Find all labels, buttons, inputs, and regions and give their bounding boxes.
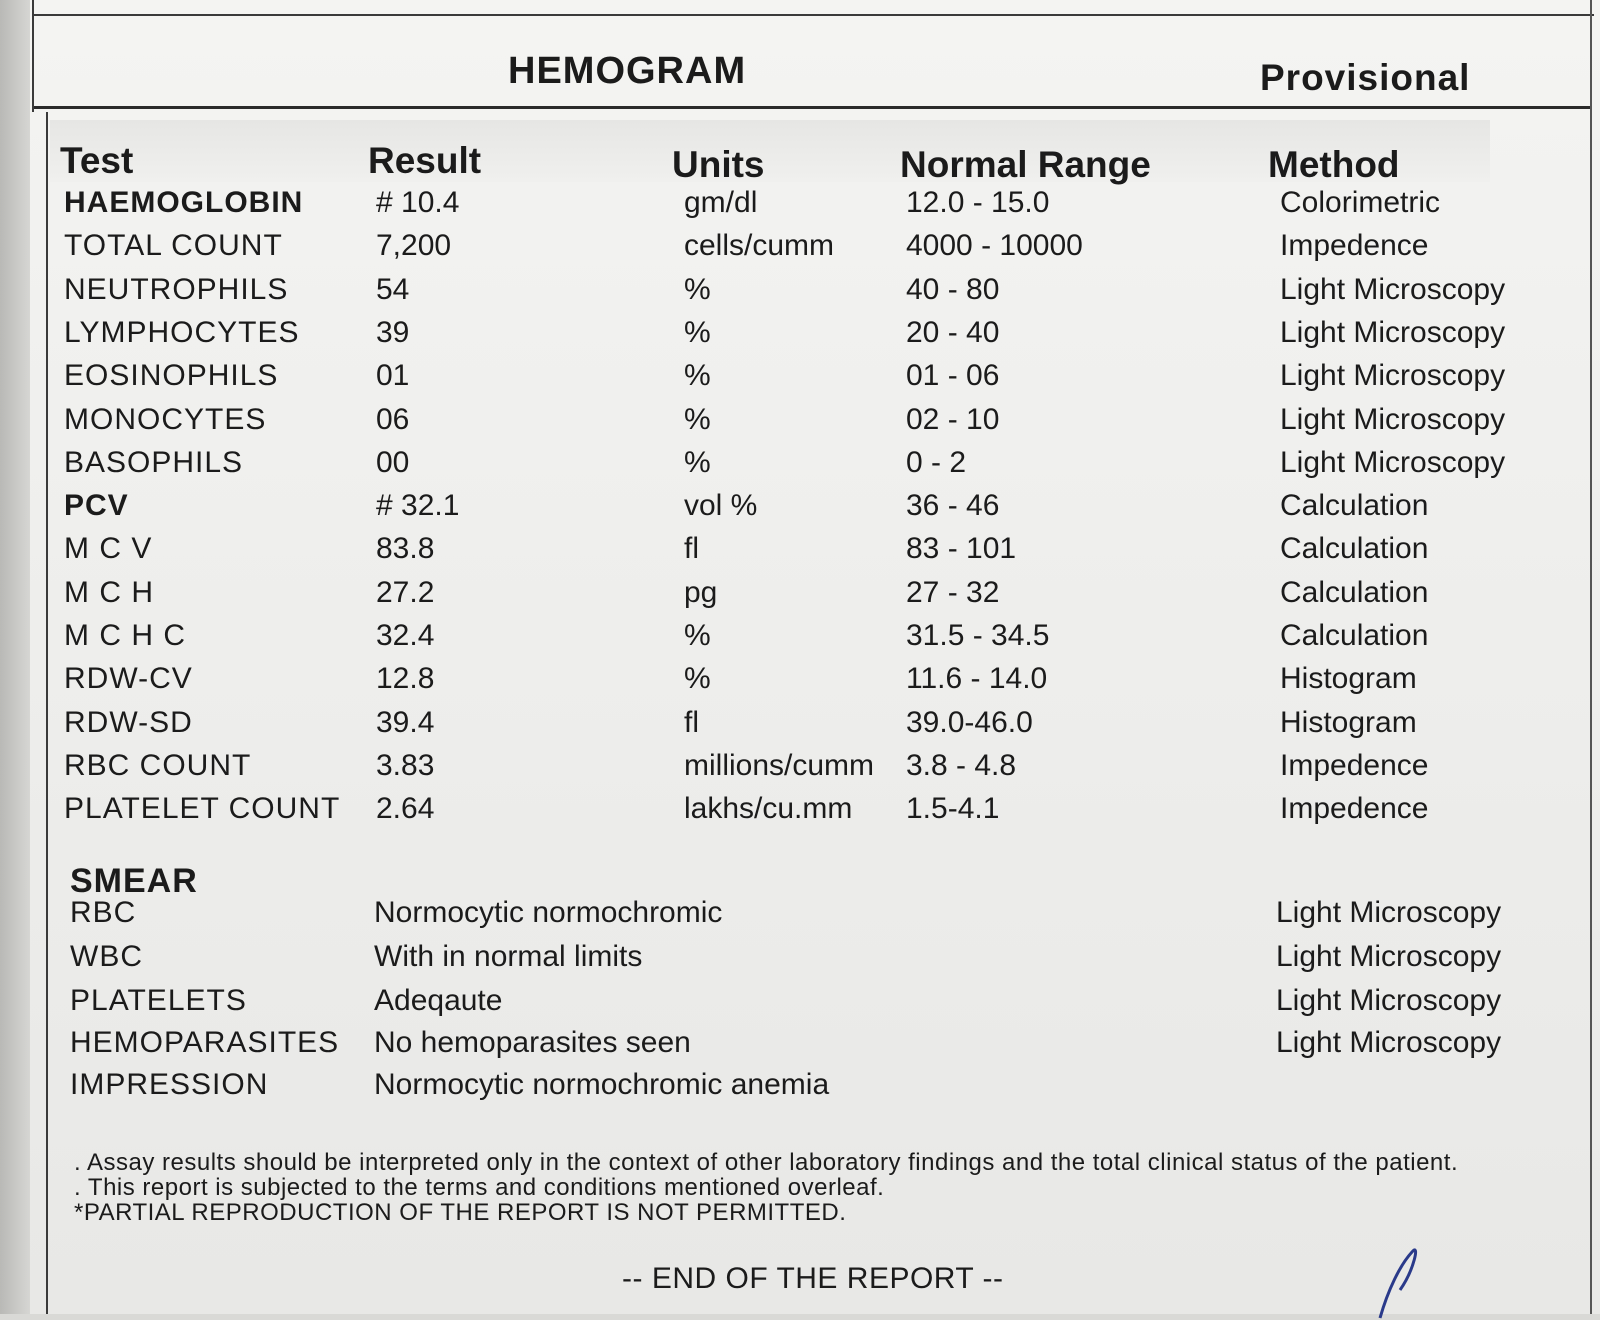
table-row [0, 186, 1600, 230]
test-name: PCV [64, 489, 129, 523]
test-normal-range: 27 - 32 [906, 575, 1000, 609]
test-name: MONOCYTES [64, 402, 267, 436]
test-result: # 32.1 [376, 489, 460, 523]
test-units: cells/cumm [684, 229, 835, 263]
test-normal-range: 36 - 46 [906, 489, 1000, 523]
test-method: Colorimetric [1280, 186, 1441, 219]
smear-row [0, 984, 1600, 1028]
table-row [0, 359, 1600, 403]
note-line: . Assay results should be interpreted only in the context of other laboratory findings and the total clinical status of the patient. [74, 1149, 1459, 1176]
test-units: pg [684, 575, 718, 609]
test-units: fl [684, 532, 699, 566]
test-method: Calculation [1280, 532, 1429, 566]
smear-method: Light Microscopy [1276, 896, 1502, 929]
test-units: gm/dl [684, 186, 758, 219]
smear-method: Light Microscopy [1276, 984, 1502, 1017]
smear-row [0, 896, 1600, 940]
test-result: 83.8 [376, 532, 435, 566]
test-name: EOSINOPHILS [64, 359, 279, 393]
test-name: M C H [64, 575, 154, 609]
test-units: % [684, 445, 711, 479]
table-row [0, 446, 1600, 490]
test-units: % [684, 272, 711, 306]
table-row [0, 273, 1600, 317]
test-method: Histogram [1280, 662, 1417, 696]
smear-row [0, 1068, 1600, 1112]
test-method: Impedence [1280, 748, 1429, 782]
test-name: LYMPHOCYTES [64, 315, 300, 349]
frame-left-border [32, 0, 34, 112]
smear-section-title: SMEAR [70, 862, 198, 900]
test-units: % [684, 315, 711, 349]
test-method: Light Microscopy [1280, 272, 1506, 306]
test-method: Light Microscopy [1280, 445, 1506, 479]
test-result: 3.83 [376, 748, 435, 782]
smear-method: Light Microscopy [1276, 940, 1502, 973]
test-name: M C V [64, 532, 153, 566]
test-method: Light Microscopy [1280, 402, 1506, 436]
test-method: Impedence [1280, 792, 1429, 826]
smear-row [0, 1026, 1600, 1070]
test-method: Calculation [1280, 619, 1429, 652]
table-row [0, 706, 1600, 750]
test-units: vol % [684, 489, 758, 523]
end-of-report: -- END OF THE REPORT -- [622, 1262, 1004, 1295]
test-units: % [684, 662, 711, 696]
smear-test-name: IMPRESSION [70, 1068, 269, 1101]
test-method: Calculation [1280, 575, 1429, 609]
column-header-test: Test [60, 140, 134, 181]
test-units: % [684, 402, 711, 436]
table-row [0, 532, 1600, 576]
test-method: Impedence [1280, 229, 1429, 263]
test-method: Histogram [1280, 705, 1417, 739]
test-normal-range: 83 - 101 [906, 532, 1017, 566]
test-name: RDW-CV [64, 662, 193, 696]
test-normal-range: 20 - 40 [906, 315, 1000, 349]
smear-test-name: HEMOPARASITES [70, 1026, 340, 1059]
smear-method: Light Microscopy [1276, 1026, 1502, 1059]
smear-finding: Normocytic normochromic anemia [374, 1068, 830, 1101]
test-normal-range: 40 - 80 [906, 272, 1000, 306]
test-result: 39 [376, 315, 410, 349]
report-title: HEMOGRAM [508, 50, 747, 92]
smear-finding: No hemoparasites seen [374, 1026, 691, 1059]
test-normal-range: 3.8 - 4.8 [906, 748, 1017, 782]
test-normal-range: 12.0 - 15.0 [906, 186, 1050, 219]
test-name: PLATELET COUNT [64, 792, 341, 826]
smear-finding: With in normal limits [374, 940, 643, 973]
test-units: % [684, 619, 711, 652]
test-name: TOTAL COUNT [64, 229, 283, 263]
smear-finding: Normocytic normochromic [374, 896, 723, 929]
test-name: RBC COUNT [64, 748, 252, 782]
top-border [32, 14, 1594, 16]
table-row [0, 316, 1600, 360]
signature-mark [1370, 1230, 1460, 1320]
test-units: millions/cumm [684, 748, 875, 782]
smear-finding: Adeqaute [374, 984, 503, 1017]
test-result: 32.4 [376, 619, 435, 652]
test-result: 01 [376, 359, 410, 393]
test-normal-range: 02 - 10 [906, 402, 1000, 436]
test-units: lakhs/cu.mm [684, 792, 853, 826]
test-normal-range: 1.5-4.1 [906, 792, 1000, 826]
test-name: M C H C [64, 619, 186, 652]
test-normal-range: 39.0-46.0 [906, 705, 1033, 739]
test-result: 27.2 [376, 575, 435, 609]
column-header-normal-range: Normal Range [900, 144, 1151, 185]
test-normal-range: 31.5 - 34.5 [906, 619, 1050, 652]
column-header-result: Result [368, 140, 482, 181]
test-result: 54 [376, 272, 410, 306]
report-status: Provisional [1260, 57, 1471, 98]
test-name: BASOPHILS [64, 445, 244, 479]
test-result: # 10.4 [376, 186, 460, 219]
test-normal-range: 0 - 2 [906, 445, 967, 479]
column-header-method: Method [1268, 144, 1400, 185]
note-line: *PARTIAL REPRODUCTION OF THE REPORT IS NOT PERMITTED. [74, 1199, 847, 1226]
header-divider [34, 106, 1590, 109]
test-name: NEUTROPHILS [64, 272, 289, 306]
smear-row [0, 940, 1600, 984]
test-result: 12.8 [376, 662, 435, 696]
column-header-units: Units [672, 144, 765, 185]
report-notes [74, 1150, 1458, 1225]
table-row [0, 403, 1600, 447]
test-name: HAEMOGLOBIN [64, 186, 304, 219]
test-normal-range: 01 - 06 [906, 359, 1000, 393]
table-row [0, 576, 1600, 620]
test-normal-range: 4000 - 10000 [906, 229, 1083, 263]
smear-test-name: RBC [70, 896, 137, 929]
test-result: 2.64 [376, 792, 435, 826]
test-normal-range: 11.6 - 14.0 [906, 662, 1048, 696]
note-line: . This report is subjected to the terms and conditions mentioned overleaf. [74, 1174, 885, 1201]
smear-test-name: PLATELETS [70, 984, 247, 1017]
test-result: 00 [376, 445, 410, 479]
table-row [0, 662, 1600, 706]
table-row [0, 229, 1600, 273]
table-row [0, 489, 1600, 533]
test-method: Calculation [1280, 489, 1429, 523]
table-row [0, 792, 1600, 836]
test-name: RDW-SD [64, 705, 193, 739]
test-result: 7,200 [376, 229, 452, 263]
test-result: 06 [376, 402, 410, 436]
test-result: 39.4 [376, 705, 435, 739]
test-units: % [684, 359, 711, 393]
table-row [0, 749, 1600, 793]
smear-test-name: WBC [70, 940, 143, 973]
table-row [0, 619, 1600, 663]
test-method: Light Microscopy [1280, 359, 1506, 393]
test-units: fl [684, 705, 699, 739]
test-method: Light Microscopy [1280, 315, 1506, 349]
